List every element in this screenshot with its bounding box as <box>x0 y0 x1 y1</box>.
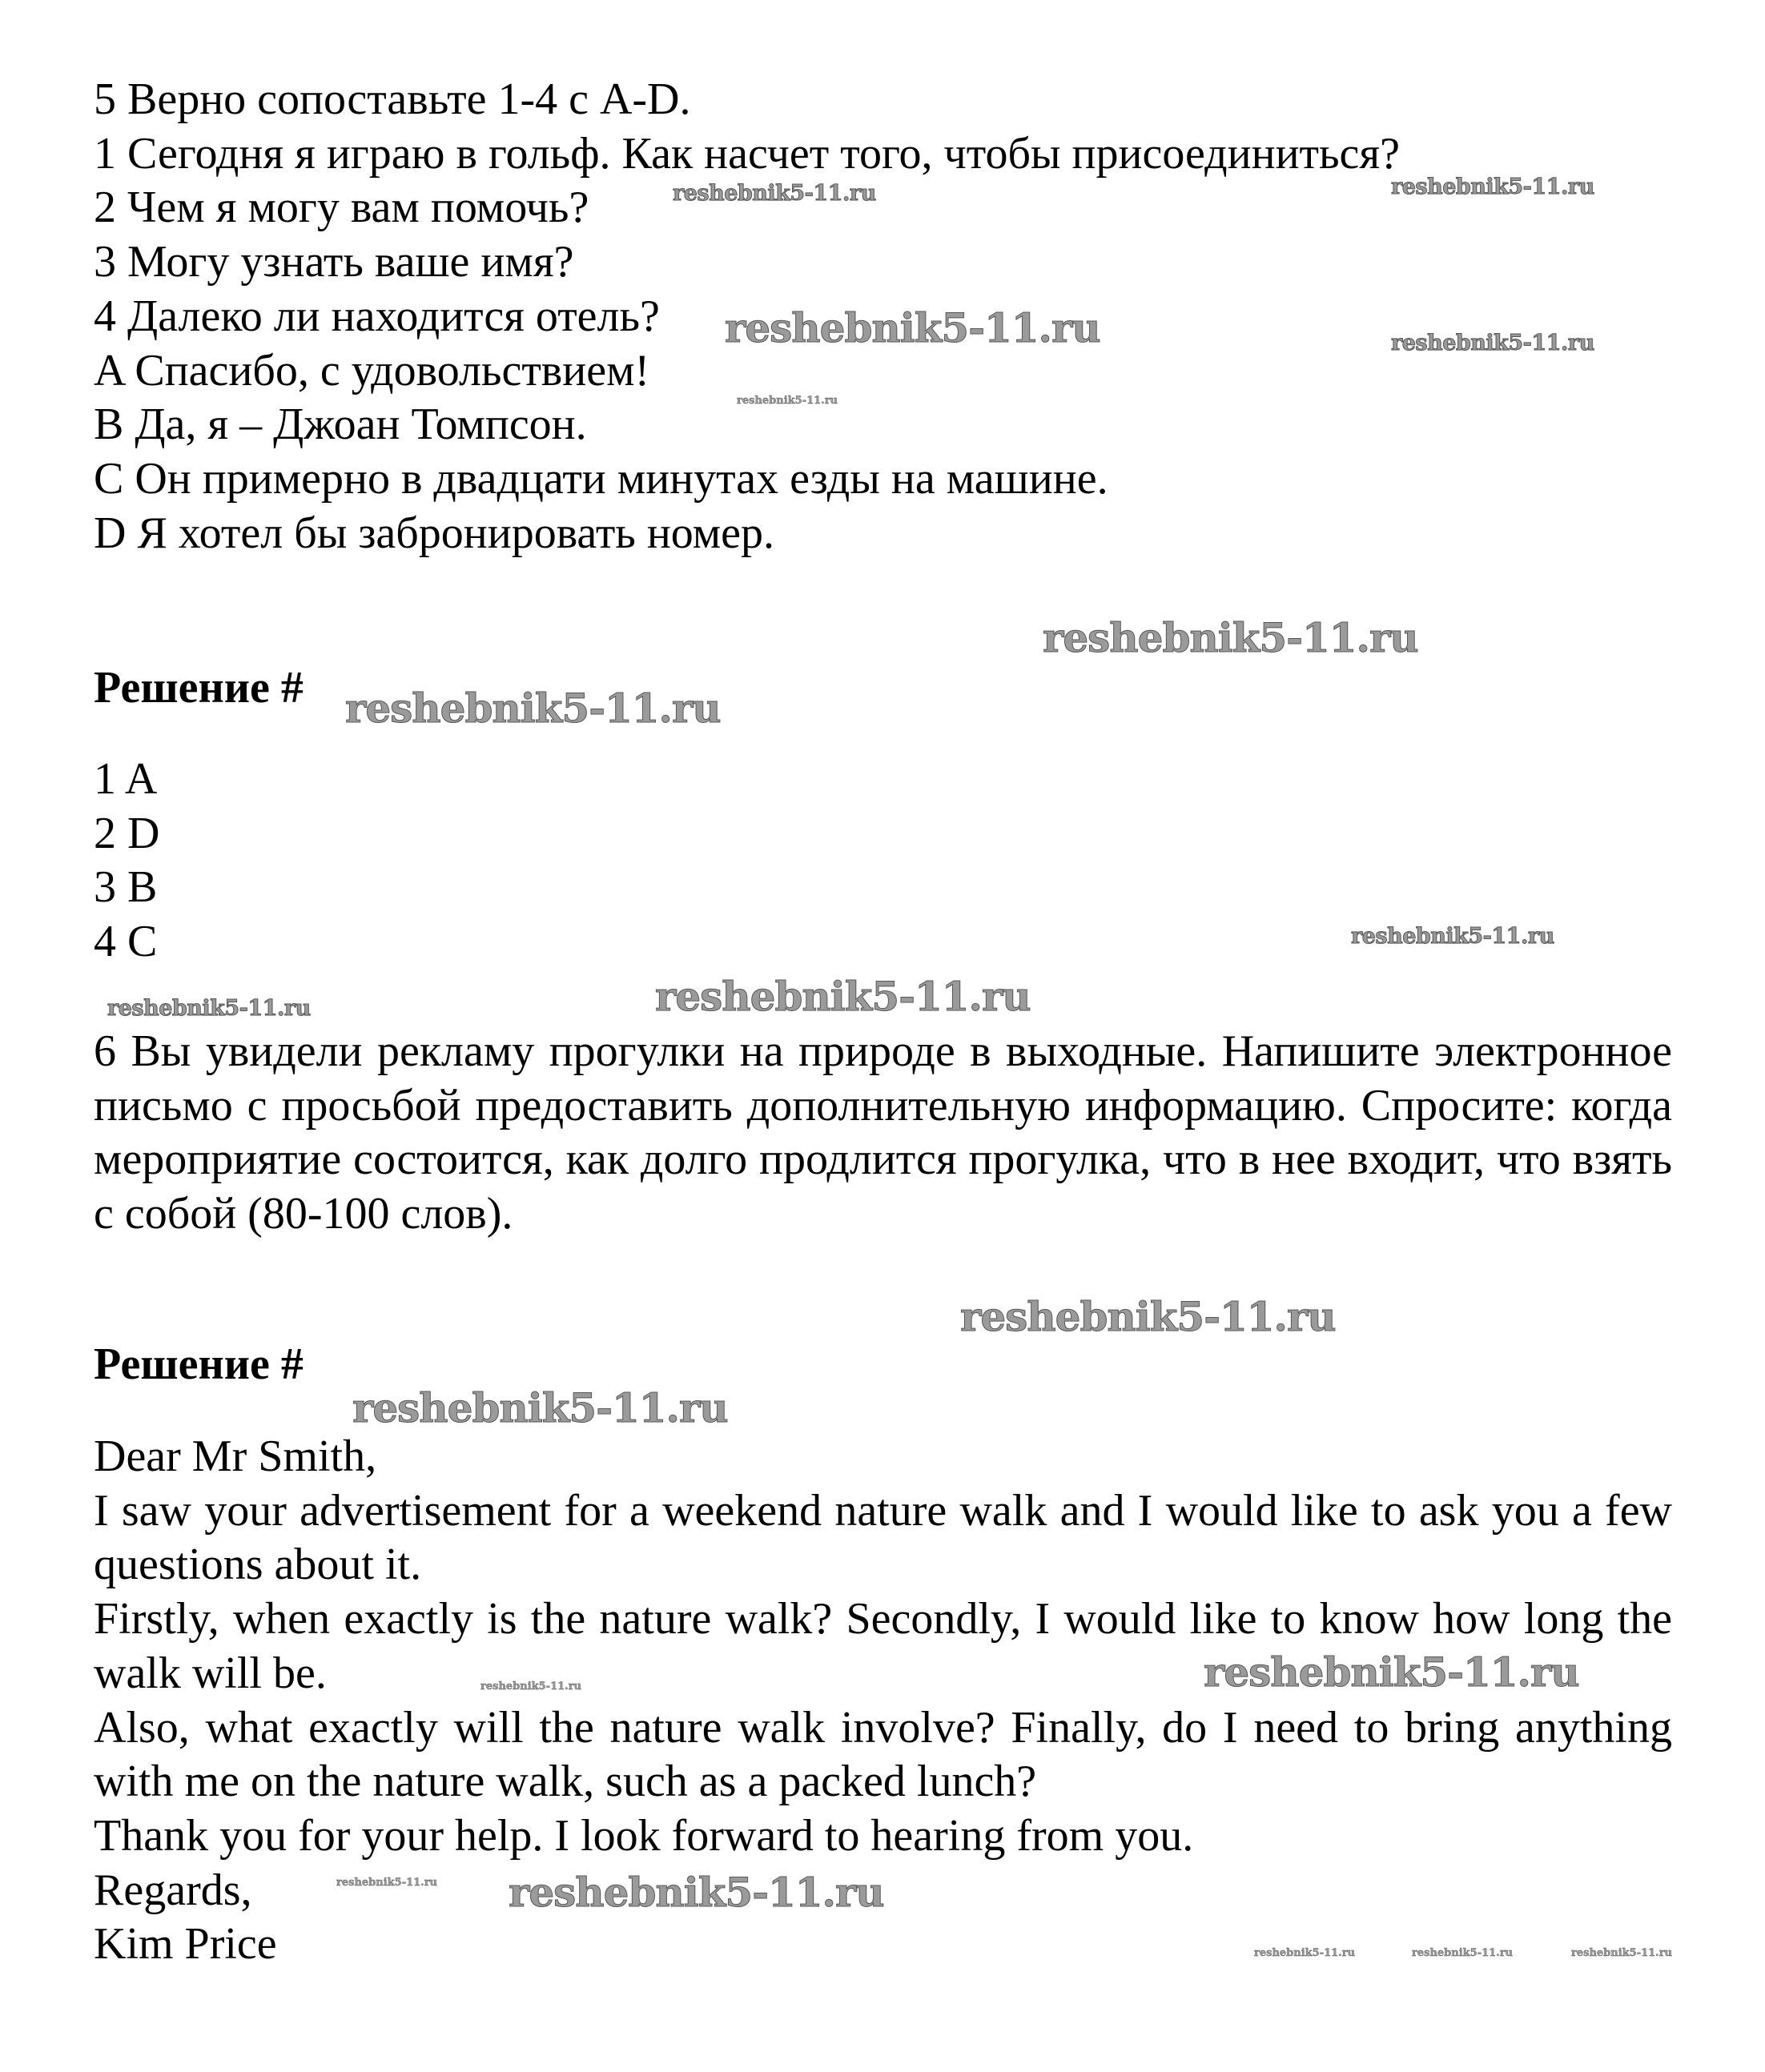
answer-2: 2 D <box>94 808 160 858</box>
watermark: reshebnik5-11.ru <box>352 1384 728 1432</box>
question-4: 4 Далеко ли находится отель? <box>94 291 660 341</box>
option-b: B Да, я – Джоан Томпсон. <box>94 400 587 450</box>
watermark: reshebnik5-11.ru <box>509 1869 884 1916</box>
watermark: reshebnik5-11.ru <box>107 996 311 1021</box>
letter-paragraph-3: Also, what exactly will the nature walk involve? Finally, do I need to bring anything with me on the nature walk, such as a packed lunch? <box>94 1702 1672 1807</box>
watermark: reshebnik5-11.ru <box>1351 924 1554 949</box>
letter-greeting: Dear Mr Smith, <box>94 1432 377 1481</box>
answer-4: 4 C <box>94 917 158 967</box>
watermark: reshebnik5-11.ru <box>737 395 838 407</box>
answer-3: 3 B <box>94 862 158 913</box>
letter-paragraph-1: I saw your advertisement for a weekend nature walk and I would like to ask you a few questions about it. <box>94 1485 1672 1590</box>
watermark: reshebnik5-11.ru <box>673 181 876 206</box>
option-c: C Он примерно в двадцати минутах езды на машине. <box>94 453 1108 504</box>
task5-title: 5 Верно сопоставьте 1-4 с A-D. <box>94 74 691 124</box>
watermark: reshebnik5-11.ru <box>345 685 721 732</box>
question-3: 3 Могу узнать ваше имя? <box>94 237 574 287</box>
letter-closing: Regards, <box>94 1865 252 1915</box>
task6-solution-heading: Решение # <box>94 1339 304 1389</box>
letter-paragraph-4: Thank you for your help. I look forward to hearing from you. <box>94 1810 1194 1861</box>
letter-signature: Kim Price <box>94 1919 277 1970</box>
task6-block <box>94 1025 1672 1242</box>
watermark: reshebnik5-11.ru <box>1571 1947 1673 1959</box>
watermark: reshebnik5-11.ru <box>1412 1947 1514 1959</box>
watermark: reshebnik5-11.ru <box>1254 1947 1356 1959</box>
question-2: 2 Чем я могу вам помочь? <box>94 183 589 233</box>
letter-paragraph-2: Firstly, when exactly is the nature walk? Secondly, I would like to know how long the walk will be. <box>94 1594 1672 1698</box>
watermark: reshebnik5-11.ru <box>1204 1648 1579 1696</box>
watermark: reshebnik5-11.ru <box>725 304 1100 351</box>
question-1: 1 Сегодня я играю в гольф. Как насчет того, чтобы присоединиться? <box>94 128 1401 179</box>
watermark: reshebnik5-11.ru <box>1043 614 1418 661</box>
watermark: reshebnik5-11.ru <box>655 973 1031 1020</box>
answer-1: 1 A <box>94 754 158 804</box>
task5-solution-heading: Решение # <box>94 663 304 713</box>
watermark: reshebnik5-11.ru <box>1391 175 1594 199</box>
option-d: D Я хотел бы забронировать номер. <box>94 508 775 558</box>
watermark: reshebnik5-11.ru <box>960 1293 1336 1340</box>
option-a: A Спасибо, с удовольствием! <box>94 345 650 396</box>
watermark: reshebnik5-11.ru <box>1391 331 1594 355</box>
watermark: reshebnik5-11.ru <box>336 1877 438 1889</box>
task6-prompt: 6 Вы увидели рекламу прогулки на природе в выходные. Напишите электронное письмо с просьбой предоставить дополнительную информацию. Спросите: когда мероприятие состоится, как долго продлится прогулка, что в нее входит, что взять с собой (80-100 слов). <box>94 1026 1672 1239</box>
watermark: reshebnik5-11.ru <box>480 1680 582 1693</box>
